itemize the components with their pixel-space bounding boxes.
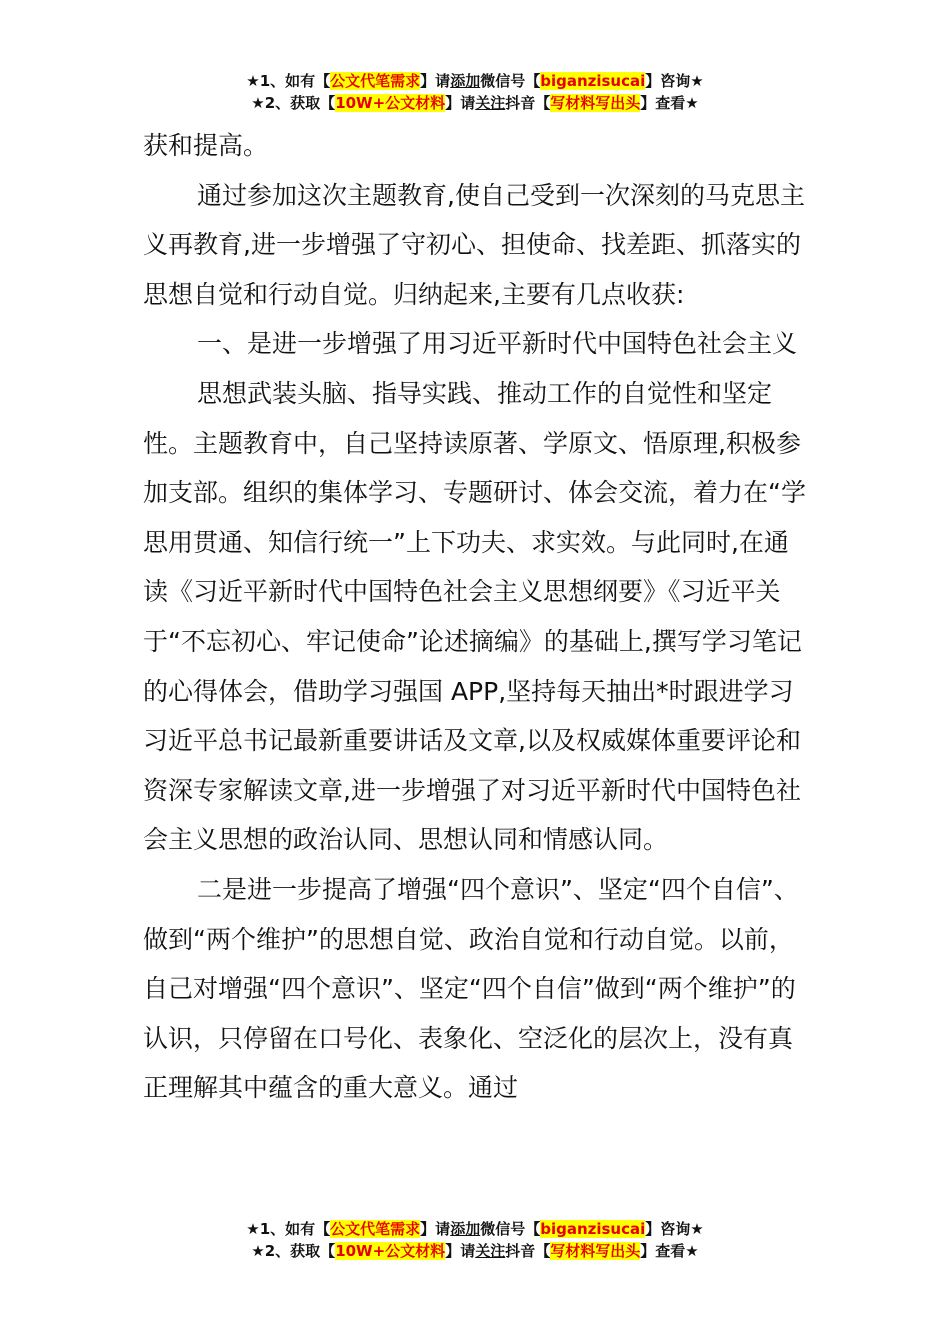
- paragraph-point-one: 思想武装头脑、指导实践、推动工作的自觉性和坚定性。主题教育中，自己坚持读原著、学原文、悟原理,积极参加支部。组织的集体学习、专题研讨、体会交流，着力在“学思用贯通、知信行统一”上下功夫、求实效。与此同时,在通读《习近平新时代中国特色社会主义思想纲要》《习近平关于“不忘初心、牢记使命”论述摘编》的基础上,撰写学习笔记的心得体会，借助学习强国 APP,坚持每天抽出*时跟进学习习近平总书记最新重要讲话及文章,以及权威媒体重要评论和资深专家解读文章,进一步增强了对习近平新时代中国特色社会主义思想的政治认同、思想认同和情感认同。: [143, 378, 806, 855]
- footer-promo-banner: [0, 1218, 950, 1262]
- paragraph-intro: 通过参加这次主题教育,使自己受到一次深刻的马克思主义再教育,进一步增强了守初心、担使命、找差距、抓落实的思想自觉和行动自觉。归纳起来,主要有几点收获:: [143, 180, 805, 309]
- paragraph-heading-one: 一、是进一步增强了用习近平新时代中国特色社会主义: [197, 329, 798, 359]
- highlight-wechat-id: biganzisucai: [540, 72, 646, 90]
- highlight-service: 公文代笔需求: [330, 1220, 421, 1238]
- header-promo-banner: [0, 70, 950, 114]
- promo-line-1: ★1、如有【公文代笔需求】请添加微信号【biganzisucai】咨询★: [246, 72, 704, 90]
- highlight-materials: 10W+公文材料: [335, 94, 446, 112]
- promo-line-1: ★1、如有【公文代笔需求】请添加微信号【biganzisucai】咨询★: [246, 1220, 704, 1238]
- paragraph-continuation: 获和提高。: [143, 131, 269, 160]
- promo-line-2: ★2、获取【10W+公文材料】请关注抖音【写材料写出头】查看★: [251, 1242, 699, 1260]
- highlight-service: 公文代笔需求: [330, 72, 421, 90]
- document-body: [143, 121, 808, 1113]
- highlight-douyin-account: 写材料写出头: [550, 94, 641, 112]
- highlight-materials: 10W+公文材料: [335, 1242, 446, 1260]
- paragraph-point-two: 二是进一步提高了增强“四个意识”、坚定“四个自信”、做到“两个维护”的思想自觉、政治自觉和行动自觉。以前，自己对增强“四个意识”、坚定“四个自信”做到“两个维护”的认识，只停留在口号化、表象化、空泛化的层次上，没有真正理解其中蕴含的重大意义。通过: [143, 874, 799, 1103]
- highlight-wechat-id: biganzisucai: [540, 1220, 646, 1238]
- promo-line-2: ★2、获取【10W+公文材料】请关注抖音【写材料写出头】查看★: [251, 94, 699, 112]
- highlight-douyin-account: 写材料写出头: [550, 1242, 641, 1260]
